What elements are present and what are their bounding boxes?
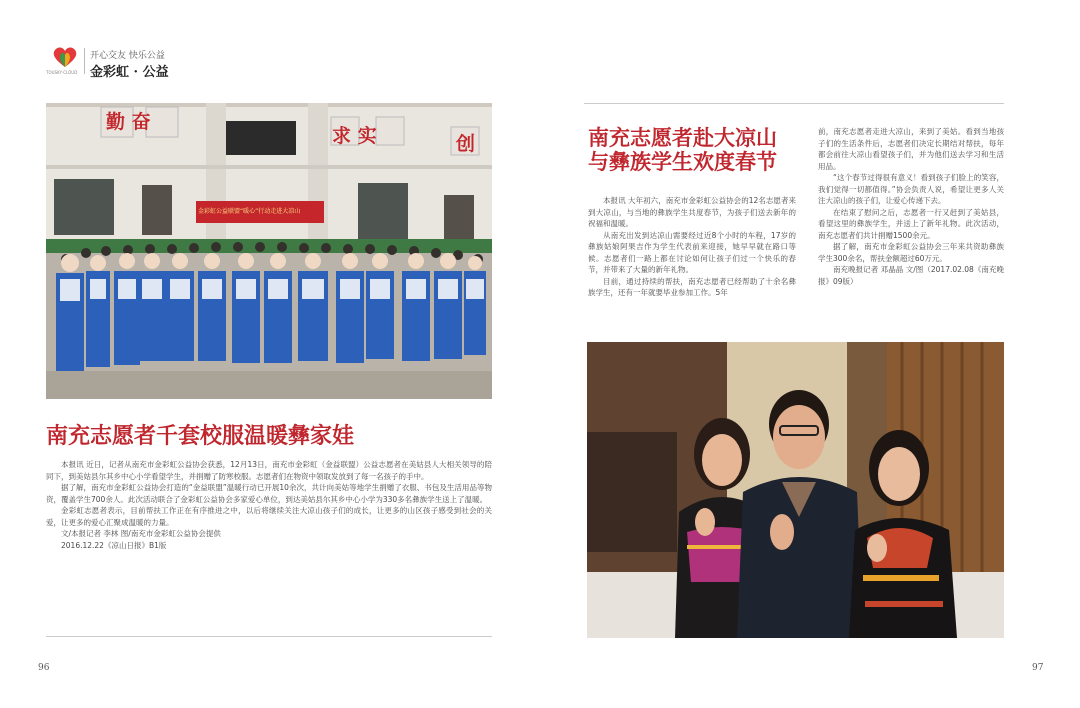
right-headline-line-1: 南充志愿者赴大凉山 [588, 125, 777, 150]
right-article-headline [588, 126, 777, 174]
right-paragraph: 据了解，南充市金彩虹公益协会三年来共资助彝族学生300余名，帮扶金额超过60万元。 [818, 242, 1004, 263]
left-paragraph: 金彩虹志愿者表示，目前帮扶工作正在有序推进之中，以后将继续关注大凉山孩子们的成长，让更多的山区孩子感受到社会的关爱，让更多的爱心汇聚成温暖的力量。 [46, 506, 492, 527]
red-event-banner: 金彩虹公益联盟“暖心”行动走进大凉山 [198, 208, 301, 215]
banner-create: 创 [456, 133, 476, 155]
logo-caption: TOUSKY·CLOUD [46, 70, 78, 75]
left-article-body [46, 459, 492, 551]
left-paragraph: 本报讯 近日，记者从南充市金彩虹公益协会获悉，12月13日，南充市金彩虹（金益联盟）公益志愿者在美姑县人大相关领导的陪同下，到美姑县尔其乡中心小学看望学生，并捐赠了防寒校服。志愿者们在物资中领取发放到了每一名孩子的手中。 [46, 460, 492, 481]
right-paragraph: 前，南充志愿者走进大凉山，来到了美姑。看到当地孩子们的生活条件后，志愿者们决定长期结对帮扶，每年都会前往大凉山看望孩子们，并为他们送去学习和生活用品。 [818, 127, 1004, 171]
volunteer-with-yi-girls-photo [587, 342, 1004, 638]
left-source: 2016.12.22《凉山日报》B1版 [61, 540, 167, 550]
right-paragraph: “这个春节过得很有意义！看到孩子们脸上的笑容，我们觉得一切都值得。”协会负责人说，希望让更多人关注大凉山的孩子们，让爱心传递下去。 [818, 173, 1004, 205]
left-credit: 文/本报记者 李林 图/南充市金彩虹公益协会提供 [61, 529, 221, 538]
right-article-column-2 [818, 126, 1004, 287]
page-number-right: 97 [1032, 663, 1044, 673]
right-headline-line-2: 与彝族学生欢度春节 [588, 149, 777, 175]
left-paragraph: 据了解，南充市金彩虹公益协会打造的“金益联盟”温暖行动已开展10余次，共计向美姑等地学生捐赠了衣服、书包及生活用品等物资，覆盖学生700余人。此次活动联合了金彩虹公益协会多家爱心单位，到达美姑县尔其乡中心小学为330多名彝族学生送上了温暖。 [46, 483, 492, 504]
heart-logo-icon [52, 46, 78, 68]
right-paragraph: 在结束了慰问之后，志愿者一行又赶到了美姑县，看望这里的彝族学生，并送上了新年礼物。此次活动，南充志愿者们共计捐赠1500余元。 [818, 207, 1004, 240]
page-number-left: 96 [38, 663, 50, 673]
bottom-rule [46, 636, 492, 637]
top-rule [584, 103, 1004, 104]
header-divider [84, 48, 85, 74]
right-paragraph: 目前，通过持续的帮扶，南充志愿者已经帮助了十余名彝族学生，还有一年就要毕业参加工作。5年 [588, 276, 796, 297]
right-credit: 南充晚报记者 邓晶晶 文/图（2017.02.08《南充晚报》09版） [818, 265, 1004, 286]
banner-diligence: 勤 奋 [106, 111, 151, 133]
right-paragraph: 本报讯 大年初六，南充市金彩虹公益协会的12名志愿者来到大凉山，与当地的彝族学生共度春节，为孩子们送去新年的祝福和温暖。 [588, 196, 796, 228]
right-paragraph: 从南充出发到达凉山需要经过近8个小时的车程，17岁的彝族姑娘阿果吉作为学生代表前来迎接，她早早就在路口等候。志愿者们一路上都在讨论如何让孩子们过一个快乐的春节，并带来了大量的新年礼物。 [588, 230, 796, 274]
banner-truth: 求 实 [332, 125, 377, 147]
header-title: 金彩虹 · 公益 [90, 65, 169, 80]
right-article-column-1 [588, 195, 796, 299]
header-subtitle: 开心交友 快乐公益 [90, 51, 165, 61]
students-school-photo [46, 103, 492, 399]
left-article-headline: 南充志愿者千套校服温暖彝家娃 [46, 423, 355, 449]
